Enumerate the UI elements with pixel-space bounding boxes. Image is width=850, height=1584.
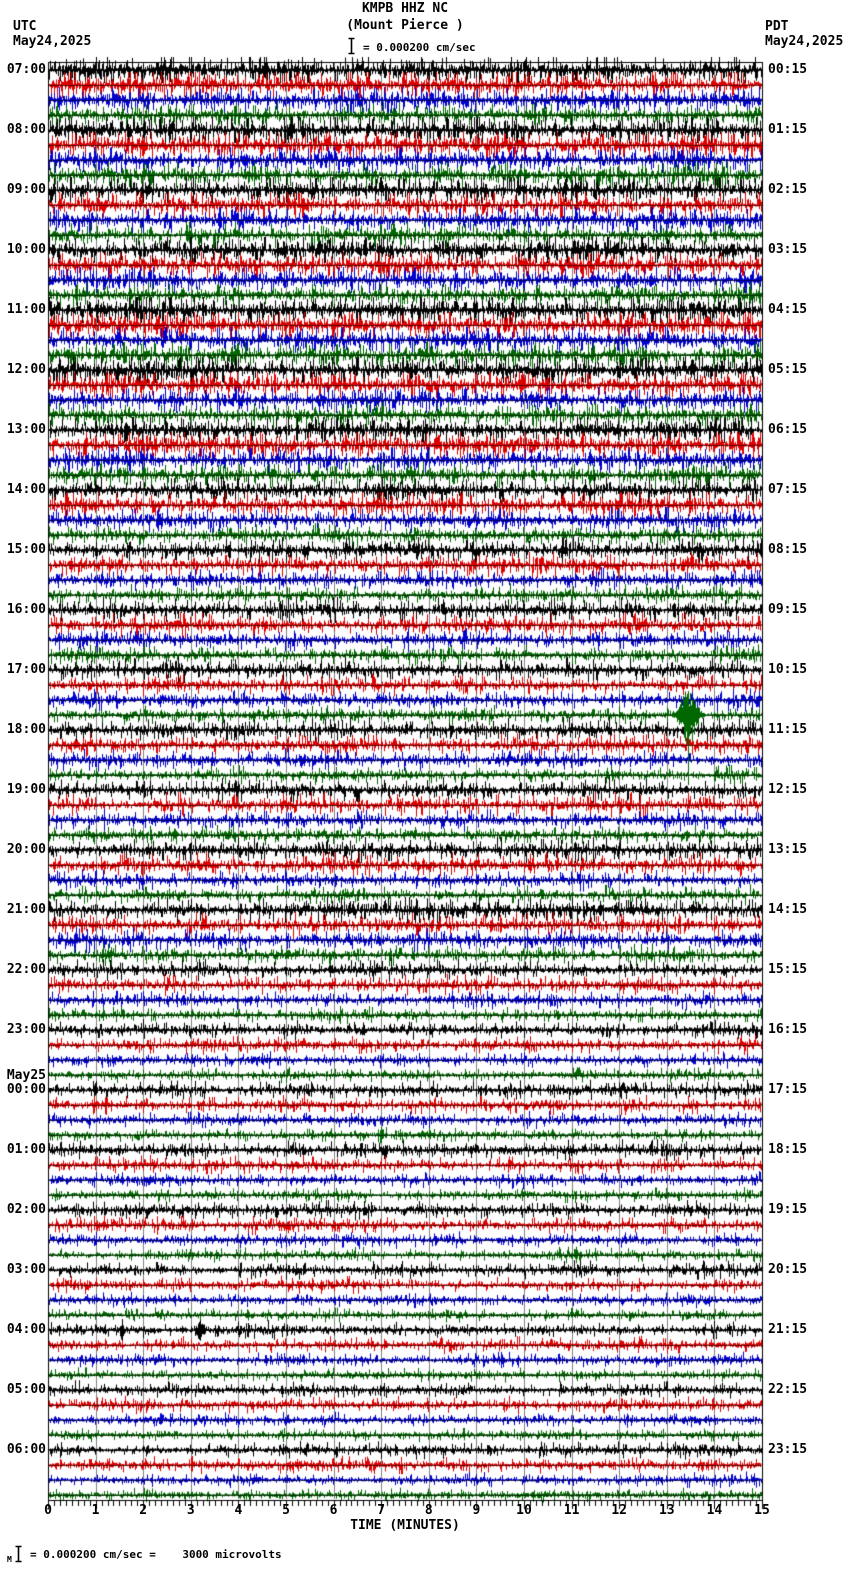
utc-hour-label: 07:00 bbox=[6, 62, 46, 77]
date-right: May24,2025 bbox=[765, 34, 844, 49]
utc-hour-label: 02:00 bbox=[6, 1202, 46, 1217]
pdt-hour-label: 06:15 bbox=[768, 422, 808, 437]
x-tick-label: 11 bbox=[563, 1503, 580, 1518]
utc-hour-label: 10:00 bbox=[6, 242, 46, 257]
x-tick-label: 6 bbox=[329, 1503, 338, 1518]
utc-hour-label: 04:00 bbox=[6, 1322, 46, 1337]
pdt-hour-label: 03:15 bbox=[768, 242, 808, 257]
pdt-hour-label: 02:15 bbox=[768, 182, 808, 197]
utc-hour-label: 11:00 bbox=[6, 302, 46, 317]
pdt-hour-label: 21:15 bbox=[768, 1322, 808, 1337]
pdt-hour-label: 14:15 bbox=[768, 902, 808, 917]
pdt-hour-label: 09:15 bbox=[768, 602, 808, 617]
pdt-hour-label: 01:15 bbox=[768, 122, 808, 137]
pdt-hour-label: 04:15 bbox=[768, 302, 808, 317]
x-tick-label: 15 bbox=[754, 1503, 770, 1518]
scale-label: = 0.000200 cm/sec bbox=[363, 41, 476, 54]
timezone-left: UTC bbox=[13, 19, 37, 34]
utc-hour-label: 19:00 bbox=[6, 782, 46, 797]
footer-tiny-prefix: M bbox=[7, 1555, 12, 1564]
utc-hour-label: 16:00 bbox=[6, 602, 46, 617]
x-tick-label: 12 bbox=[611, 1503, 628, 1518]
pdt-hour-label: 10:15 bbox=[768, 662, 808, 677]
utc-hour-label: 09:00 bbox=[6, 182, 46, 197]
pdt-hour-label: 08:15 bbox=[768, 542, 808, 557]
x-tick-label: 13 bbox=[658, 1503, 675, 1518]
pdt-hour-label: 18:15 bbox=[768, 1142, 808, 1157]
x-axis-title: TIME (MINUTES) bbox=[350, 1518, 460, 1533]
footer-scale-bar-icon bbox=[13, 1545, 24, 1563]
x-tick-label: 5 bbox=[282, 1503, 290, 1518]
utc-hour-label: 21:00 bbox=[6, 902, 46, 917]
utc-hour-label: 22:00 bbox=[6, 962, 46, 977]
x-tick-label: 8 bbox=[424, 1503, 433, 1518]
pdt-hour-label: 17:15 bbox=[768, 1082, 808, 1097]
utc-hour-label: 13:00 bbox=[6, 422, 46, 437]
pdt-hour-label: 11:15 bbox=[768, 722, 808, 737]
date-left: May24,2025 bbox=[13, 34, 92, 49]
utc-hour-label: 03:00 bbox=[6, 1262, 46, 1277]
pdt-hour-label: 13:15 bbox=[768, 842, 808, 857]
pdt-hour-label: 05:15 bbox=[768, 362, 808, 377]
station-title: KMPB HHZ NC bbox=[361, 1, 449, 16]
pdt-hour-label: 15:15 bbox=[768, 962, 808, 977]
pdt-hour-label: 07:15 bbox=[768, 482, 808, 497]
utc-hour-label: 01:00 bbox=[6, 1142, 46, 1157]
utc-hour-label: 12:00 bbox=[6, 362, 46, 377]
x-tick-label: 10 bbox=[516, 1503, 532, 1518]
x-tick-label: 3 bbox=[186, 1503, 195, 1518]
x-tick-label: 1 bbox=[91, 1503, 100, 1518]
scale-bar-icon bbox=[346, 37, 357, 55]
pdt-hour-label: 00:15 bbox=[768, 62, 808, 77]
pdt-hour-label: 20:15 bbox=[768, 1262, 808, 1277]
utc-hour-label: 17:00 bbox=[6, 662, 46, 677]
x-tick-label: 2 bbox=[139, 1503, 148, 1518]
utc-hour-label: 14:00 bbox=[6, 482, 46, 497]
x-tick-label: 14 bbox=[706, 1503, 723, 1518]
x-tick-label: 9 bbox=[472, 1503, 481, 1518]
pdt-hour-label: 22:15 bbox=[768, 1382, 808, 1397]
x-tick-label: 0 bbox=[44, 1503, 52, 1518]
pdt-hour-label: 12:15 bbox=[768, 782, 808, 797]
utc-hour-label: 06:00 bbox=[6, 1442, 46, 1457]
x-tick-label: 7 bbox=[377, 1503, 386, 1518]
utc-hour-label: 18:00 bbox=[6, 722, 46, 737]
pdt-hour-label: 19:15 bbox=[768, 1202, 808, 1217]
station-location: (Mount Pierce ) bbox=[346, 18, 464, 33]
utc-hour-label: 00:00 bbox=[6, 1082, 46, 1097]
footer-scale-text: = 0.000200 cm/sec = 3000 microvolts bbox=[30, 1548, 282, 1561]
x-tick-label: 4 bbox=[234, 1503, 243, 1518]
utc-hour-label: 08:00 bbox=[6, 122, 46, 137]
day-break-label: May25 bbox=[6, 1068, 46, 1083]
pdt-hour-label: 23:15 bbox=[768, 1442, 808, 1457]
utc-hour-label: 23:00 bbox=[6, 1022, 46, 1037]
utc-hour-label: 20:00 bbox=[6, 842, 46, 857]
utc-hour-label: 15:00 bbox=[6, 542, 46, 557]
utc-hour-label: 05:00 bbox=[6, 1382, 46, 1397]
timezone-right: PDT bbox=[765, 19, 789, 34]
pdt-hour-label: 16:15 bbox=[768, 1022, 808, 1037]
